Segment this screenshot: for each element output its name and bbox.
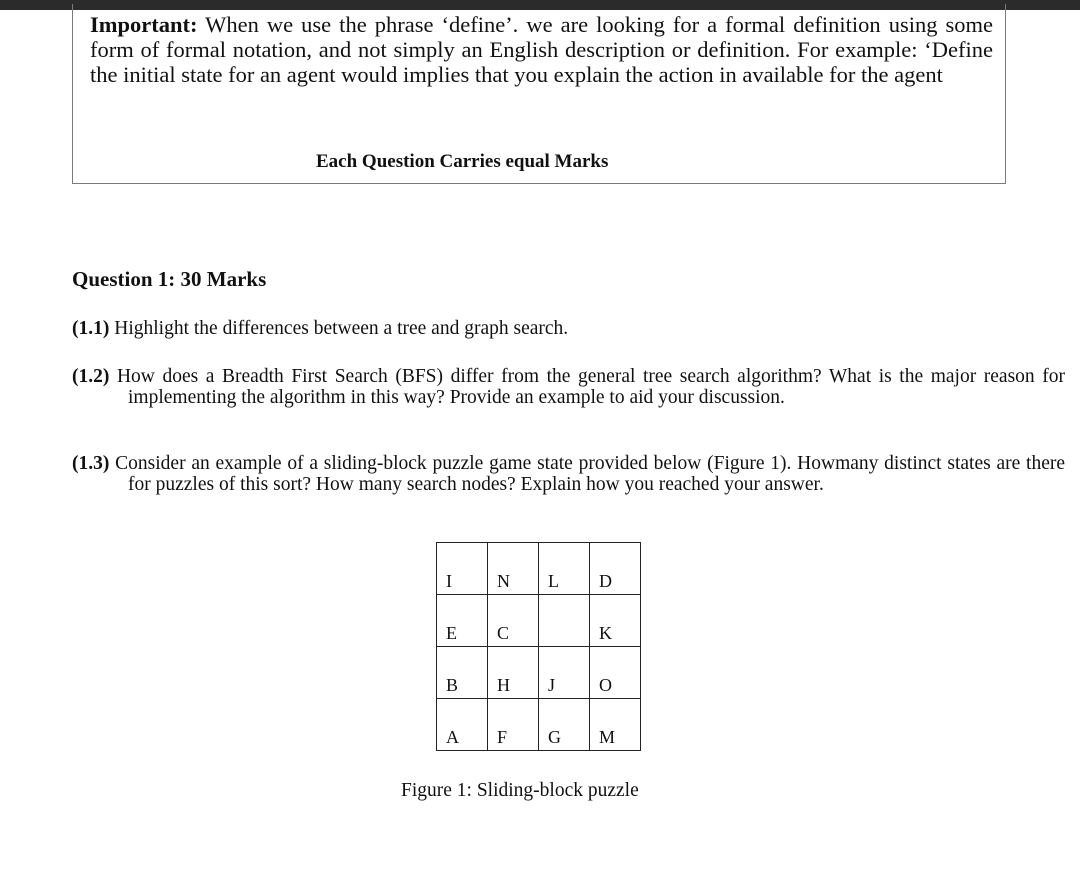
puzzle-tile-label: E [446, 623, 457, 643]
question-item-1-1 [72, 318, 1065, 339]
question-item-1-2 [72, 366, 1065, 408]
puzzle-cell [590, 595, 641, 647]
puzzle-cell [488, 595, 539, 647]
puzzle-tile-label: O [599, 675, 612, 695]
puzzle-tile-label: B [446, 675, 459, 695]
puzzle-tile-label: M [599, 727, 616, 747]
question-heading: Question 1: 30 Marks [72, 267, 267, 291]
puzzle-row [437, 543, 641, 595]
puzzle-row [437, 647, 641, 699]
important-body: When we use the phrase ‘define’. we are looking for a formal definition using some form of formal notation, and not simply an English description or definition. For example: ‘Define the initial state for an agent would implies that you explain the action in available for the agent [90, 12, 993, 87]
puzzle-tile-label: J [548, 675, 556, 695]
puzzle-tile-label: N [497, 571, 510, 591]
puzzle-tile-label: K [599, 623, 612, 643]
question-item-text: How does a Breadth First Search (BFS) differ from the general tree search algorithm? What is the major reason for implementing the algorithm in this way? Provide an example to aid your discussion. [109, 366, 1065, 408]
puzzle-tile-label: D [599, 571, 612, 591]
question-item-label: (1.1) [72, 318, 110, 339]
puzzle-tile-label: C [497, 623, 510, 643]
puzzle-tile-label: G [548, 727, 561, 747]
puzzle-cell [488, 543, 539, 595]
important-notice-text [90, 12, 993, 87]
figure-caption: Figure 1: Sliding-block puzzle [401, 780, 639, 801]
equal-marks-note: Each Question Carries equal Marks [316, 151, 609, 172]
important-notice-box [72, 4, 1006, 184]
sliding-block-puzzle-grid [436, 542, 641, 751]
puzzle-cell [488, 699, 539, 751]
puzzle-cell [539, 647, 590, 699]
puzzle-cell [437, 647, 488, 699]
puzzle-tile-label: A [446, 727, 459, 747]
puzzle-cell [488, 647, 539, 699]
important-label: Important: [90, 12, 198, 37]
question-item-text: Highlight the differences between a tree and graph search. [109, 318, 569, 339]
puzzle-tile-label: L [548, 571, 559, 591]
question-item-1-3 [72, 453, 1065, 495]
puzzle-tile-label: I [446, 571, 452, 591]
puzzle-cell [437, 595, 488, 647]
puzzle-cell [590, 543, 641, 595]
puzzle-cell [590, 647, 641, 699]
puzzle-cell [539, 699, 590, 751]
question-item-text: Consider an example of a sliding-block puzzle game state provided below (Figure 1). Howmany distinct states are there for puzzles of this sort? How many search nodes? Explain how you reached your answer. [109, 453, 1065, 495]
puzzle-row [437, 595, 641, 647]
puzzle-row [437, 699, 641, 751]
puzzle-tile-label: H [497, 675, 510, 695]
puzzle-tile-label: F [497, 727, 508, 747]
puzzle-cell [539, 543, 590, 595]
question-item-label: (1.3) [72, 453, 110, 474]
puzzle-cell [590, 699, 641, 751]
question-item-label: (1.2) [72, 366, 110, 387]
puzzle-cell [437, 699, 488, 751]
puzzle-cell [437, 543, 488, 595]
puzzle-cell-blank [539, 595, 590, 647]
